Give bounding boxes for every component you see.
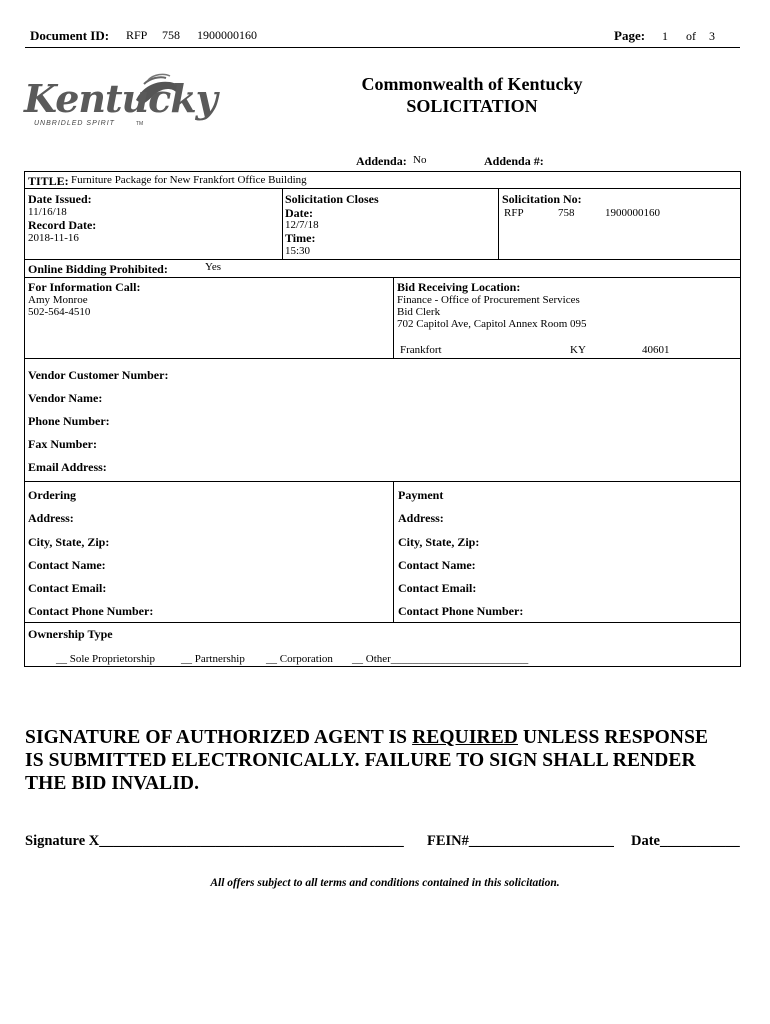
bid-location-line3: 702 Capitol Ave, Capitol Annex Room 095: [397, 318, 587, 330]
closes-time-value: 15:30: [285, 245, 311, 257]
vendor-phone-field[interactable]: Phone Number:: [28, 414, 110, 428]
payment-address-field[interactable]: Address:: [398, 511, 444, 525]
date-issued-value: 11/16/18: [28, 206, 67, 218]
terms-footer: All offers subject to all terms and conditions contained in this solicitation.: [210, 877, 560, 889]
fein-field[interactable]: FEIN#____________________: [427, 833, 614, 849]
payment-city-field[interactable]: City, State, Zip:: [398, 535, 480, 549]
signature-notice-line2: IS SUBMITTED ELECTRONICALLY. FAILURE TO SIGN SHALL RENDER: [25, 750, 696, 771]
ordering-address-field[interactable]: Address:: [28, 511, 74, 525]
closes-date-value: 12/7/18: [285, 219, 319, 231]
vendor-email-field[interactable]: Email Address:: [28, 460, 107, 474]
ordering-city-field[interactable]: City, State, Zip:: [28, 535, 110, 549]
header-rule: [25, 47, 740, 48]
bid-location-label: Bid Receiving Location:: [397, 280, 521, 294]
required-emphasis: REQUIRED: [412, 727, 518, 748]
addenda-value: No: [413, 154, 427, 166]
signature-notice-line1: SIGNATURE OF AUTHORIZED AGENT IS REQUIRED UNLESS RESPONSE: [25, 727, 709, 748]
signature-notice-line3: THE BID INVALID.: [25, 773, 200, 794]
bid-location-zip: 40601: [642, 344, 670, 356]
solicitation-no-type: RFP: [504, 207, 524, 219]
logo-wordmark: Kentucky: [24, 76, 217, 121]
vendor-fax-field[interactable]: Fax Number:: [28, 437, 97, 451]
page-title: Commonwealth of Kentucky: [361, 74, 583, 94]
page-of-label: of: [686, 29, 696, 43]
solicitation-no-label: Solicitation No:: [502, 192, 582, 206]
doc-id-type: RFP: [126, 28, 148, 42]
info-call-name: Amy Monroe: [28, 294, 88, 306]
payment-contact-name-field[interactable]: Contact Name:: [398, 558, 476, 572]
payment-heading: Payment: [398, 488, 444, 502]
doc-id-dept: 758: [162, 28, 180, 42]
ordering-heading: Ordering: [28, 488, 76, 502]
info-call-label: For Information Call:: [28, 280, 141, 294]
ownership-other-field[interactable]: __ Other_________________________: [352, 653, 529, 665]
date-issued-label: Date Issued:: [28, 192, 92, 206]
closes-date-label: Date:: [285, 206, 313, 220]
page-label: Page:: [614, 28, 646, 43]
logo-tagline: UNBRIDLED SPIRIT: [34, 120, 115, 127]
bid-location-line1: Finance - Office of Procurement Services: [397, 294, 580, 306]
info-call-phone: 502-564-4510: [28, 306, 91, 318]
ordering-contact-name-field[interactable]: Contact Name:: [28, 558, 106, 572]
vendor-name-field[interactable]: Vendor Name:: [28, 391, 103, 405]
title-value: Furniture Package for New Frankfort Office Building: [71, 174, 307, 186]
payment-contact-phone-field[interactable]: Contact Phone Number:: [398, 604, 524, 618]
page-subtitle: SOLICITATION: [406, 96, 538, 116]
page-total: 3: [709, 29, 715, 43]
solicitation-no-dept: 758: [558, 207, 575, 219]
payment-contact-email-field[interactable]: Contact Email:: [398, 581, 477, 595]
ownership-corporation-checkbox[interactable]: __ Corporation: [266, 653, 333, 665]
solicitation-form: [24, 171, 741, 667]
ordering-contact-email-field[interactable]: Contact Email:: [28, 581, 107, 595]
online-bidding-value: Yes: [205, 261, 222, 273]
ownership-partnership-checkbox[interactable]: __ Partnership: [181, 653, 245, 665]
vendor-customer-number-field[interactable]: Vendor Customer Number:: [28, 368, 169, 382]
kentucky-logo: [24, 70, 217, 134]
solicitation-closes-label: Solicitation Closes: [285, 192, 379, 206]
closes-time-label: Time:: [285, 231, 316, 245]
logo-tm: TM: [136, 121, 144, 127]
bid-location-city: Frankfort: [400, 344, 442, 356]
signature-field[interactable]: Signature X__________________________________________: [25, 833, 404, 849]
ownership-sole-checkbox[interactable]: __ Sole Proprietorship: [56, 653, 155, 665]
addenda-number-label: Addenda #:: [484, 154, 544, 168]
bid-location-state: KY: [570, 344, 586, 356]
page-number: 1: [662, 29, 668, 43]
bid-location-line2: Bid Clerk: [397, 306, 441, 318]
solicitation-no-number: 1900000160: [605, 207, 660, 219]
record-date-label: Record Date:: [28, 218, 97, 232]
ordering-contact-phone-field[interactable]: Contact Phone Number:: [28, 604, 154, 618]
record-date-value: 2018-11-16: [28, 232, 79, 244]
addenda-label: Addenda:: [356, 154, 407, 168]
doc-id-number: 1900000160: [197, 28, 257, 42]
title-label: TITLE:: [28, 174, 69, 188]
ownership-heading: Ownership Type: [28, 627, 113, 641]
doc-id-label: Document ID:: [30, 28, 110, 43]
date-field[interactable]: Date___________: [631, 833, 740, 849]
online-bidding-label: Online Bidding Prohibited:: [28, 262, 168, 276]
